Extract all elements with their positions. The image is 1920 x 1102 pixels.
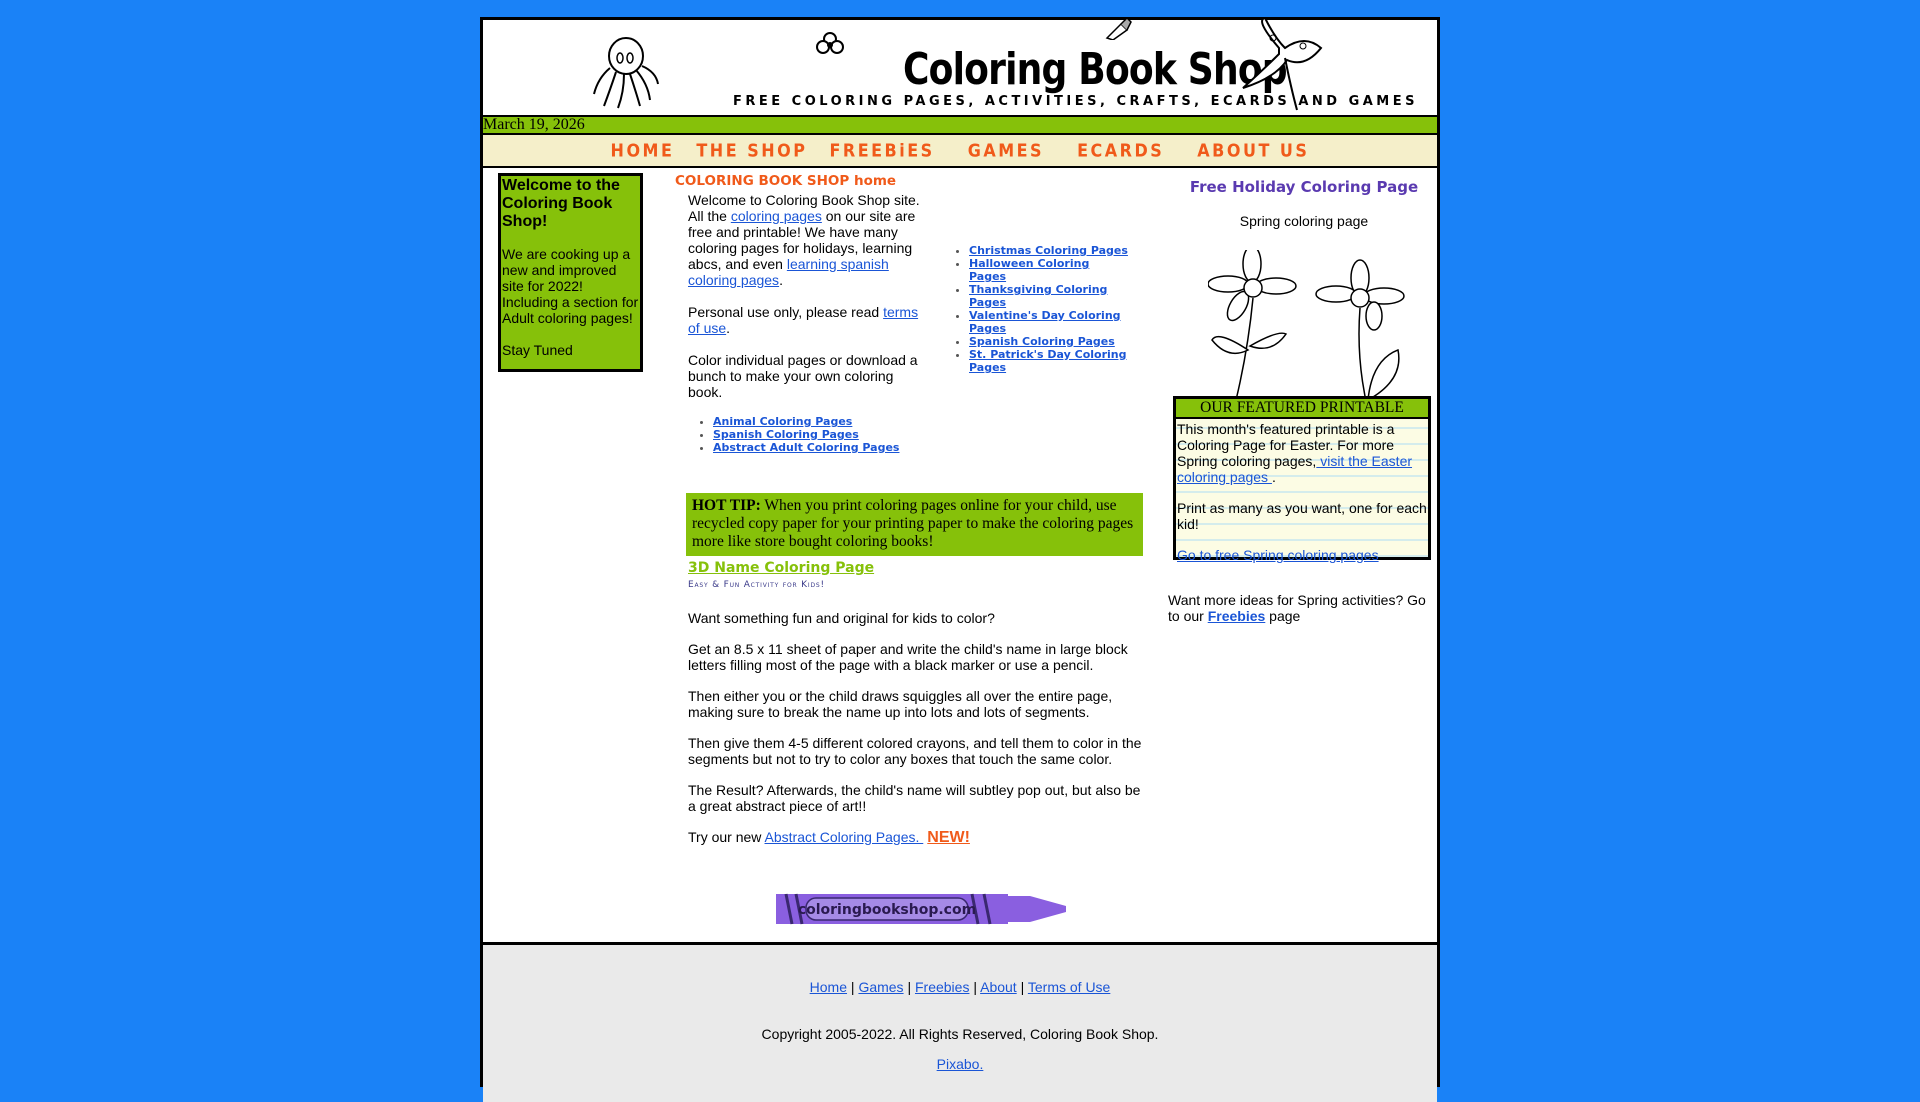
site-tagline: FREE COLORING PAGES, ACTIVITIES, CRAFTS, ECARDS AND GAMES <box>733 94 1418 109</box>
footer-home-link[interactable]: Home <box>809 979 848 995</box>
spanish-coloring-pages-link[interactable]: learning spanish coloring pages <box>688 256 889 288</box>
list-item <box>969 309 1129 335</box>
list-item <box>713 415 899 428</box>
terms-of-use-link[interactable]: terms of use <box>688 304 919 336</box>
more-ideas-prefix: Want more ideas for Spring activities? Go to our <box>1168 592 1426 624</box>
footer-games-link[interactable]: Games <box>858 979 904 995</box>
list-item <box>969 283 1129 309</box>
list-item <box>969 335 1129 348</box>
activity-paragraph: Want something fun and original for kids to color? <box>688 610 995 626</box>
footer-separator: | <box>907 979 912 995</box>
butterfly-illustration-icon <box>1235 18 1327 112</box>
animal-coloring-link[interactable]: Animal Coloring Pages <box>713 415 853 428</box>
flower-doodle-icon <box>815 30 845 58</box>
intro-text: Welcome to Coloring Book Shop site. All the <box>688 192 920 224</box>
list-item <box>969 348 1129 374</box>
intro-paragraph <box>688 192 928 288</box>
terms-text: Personal use only, please read <box>688 304 884 320</box>
nav-games[interactable]: GAMES <box>967 140 1045 161</box>
intro-text: on our site are free and printable! We have many coloring pages for holidays, learning abcs, and even <box>688 208 916 272</box>
list-item <box>969 257 1129 283</box>
activity-paragraph: The Result? Afterwards, the child's name will subtley pop out, but also be a great abstract piece of art!! <box>688 782 1141 814</box>
octopus-illustration-icon <box>590 34 662 110</box>
activity-subtitle: Easy & Fun Activity for Kids! <box>688 580 825 590</box>
spanish-coloring-link[interactable]: Spanish Coloring Pages <box>713 428 859 441</box>
pencil-doodle-icon <box>1103 16 1133 40</box>
spring-caption: Spring coloring page <box>1239 213 1369 229</box>
footer-separator: | <box>850 979 855 995</box>
hot-tip-text: When you print coloring pages online for your child, use recycled copy paper for your printing paper to make the coloring pages more like store bought coloring books! <box>692 497 1134 550</box>
footer-links <box>483 979 1437 995</box>
featured-heading: OUR FEATURED PRINTABLE <box>1176 399 1428 419</box>
footer-separator: | <box>1020 979 1025 995</box>
featured-text: This month's featured printable is a Coloring Page for Easter. For more Spring coloring pages, <box>1177 421 1395 469</box>
welcome-heading: Welcome to the Coloring Book Shop! <box>502 177 620 230</box>
nav-home[interactable]: HOME <box>610 140 675 161</box>
activity-instructions <box>688 610 1144 861</box>
list-item <box>969 244 1129 257</box>
activity-paragraph: Then either you or the child draws squiggles all over the entire page, making sure to break the name up into lots and lots of segments. <box>688 688 1113 720</box>
easter-coloring-pages-link[interactable]: visit the Easter coloring pages <box>1177 453 1413 485</box>
nav-ecards[interactable]: ECARDS <box>1077 140 1165 161</box>
category-links <box>673 415 899 454</box>
svg-text:coloringbookshop.com: coloringbookshop.com <box>797 902 977 918</box>
site-logo-title: Coloring Book Shop <box>903 44 1287 95</box>
intro-text: . <box>779 272 783 288</box>
try-new-paragraph <box>688 829 1144 846</box>
terms-text: . <box>726 320 731 336</box>
intro-section <box>688 192 928 416</box>
3d-name-coloring-link[interactable]: 3D Name Coloring Page <box>688 560 875 576</box>
list-item <box>713 428 899 441</box>
holiday-links <box>929 244 1129 374</box>
featured-text: . <box>1271 469 1276 485</box>
spring-flowers-image-icon[interactable] <box>1208 250 1408 415</box>
featured-printable-box <box>1173 396 1431 563</box>
footer-about-link[interactable]: About <box>980 979 1017 995</box>
spring-coloring-pages-link[interactable]: Go to free Spring coloring pages <box>1177 547 1379 563</box>
featured-body <box>1176 419 1428 565</box>
more-ideas-text <box>1168 592 1438 624</box>
activity-paragraph: Then give them 4-5 different colored crayons, and tell them to color in the segments but not to try to color any boxes that touch the same color. <box>688 735 1142 767</box>
new-badge: NEW! <box>927 829 970 846</box>
welcome-text: We are cooking up a new and improved site for 2022! Including a section for Adult coloring pages! <box>502 246 639 326</box>
activity-paragraph: Get an 8.5 x 11 sheet of paper and write the child's name in large block letters filling most of the page with a black marker or use a pencil. <box>688 641 1128 673</box>
holiday-coloring-title: Free Holiday Coloring Page <box>1189 178 1419 196</box>
copyright-text: Copyright 2005-2022. All Rights Reserved, Coloring Book Shop. <box>761 1026 1159 1042</box>
spanish-holiday-coloring-link[interactable]: Spanish Coloring Pages <box>969 335 1115 348</box>
credit-line <box>483 1056 1437 1072</box>
current-date: March 19, 2026 <box>483 115 1437 135</box>
halloween-coloring-link[interactable]: Halloween Coloring Pages <box>969 257 1090 283</box>
footer-terms-link[interactable]: Terms of Use <box>1027 979 1111 995</box>
try-new-text: Try our new <box>688 829 765 845</box>
abstract-coloring-pages-link[interactable]: Abstract Coloring Pages. <box>764 829 924 845</box>
list-item <box>713 441 899 454</box>
main-nav <box>483 135 1437 168</box>
thanksgiving-coloring-link[interactable]: Thanksgiving Coloring Pages <box>969 283 1108 309</box>
page-container <box>480 17 1440 1087</box>
crayon-logo-icon[interactable] <box>776 892 1066 926</box>
terms-paragraph <box>688 304 928 336</box>
footer-separator: | <box>973 979 977 995</box>
pixabo-link[interactable]: Pixabo. <box>936 1056 984 1072</box>
featured-paragraph <box>1177 421 1427 485</box>
download-paragraph: Color individual pages or download a bunch to make your own coloring book. <box>688 352 918 400</box>
nav-the-shop[interactable]: THE SHOP <box>696 140 808 161</box>
abstract-adult-coloring-link[interactable]: Abstract Adult Coloring Pages <box>713 441 900 454</box>
coloring-pages-link[interactable]: coloring pages <box>730 208 822 224</box>
freebies-link[interactable]: Freebies <box>1207 608 1266 624</box>
hot-tip-box <box>686 493 1143 556</box>
footer-freebies-link[interactable]: Freebies <box>914 979 970 995</box>
page-title: COLORING BOOK SHOP home <box>675 173 897 189</box>
site-header <box>483 20 1437 115</box>
christmas-coloring-link[interactable]: Christmas Coloring Pages <box>969 244 1128 257</box>
nav-freebies[interactable]: FREEBiES <box>829 140 935 161</box>
nav-about-us[interactable]: ABOUT US <box>1197 140 1310 161</box>
valentines-coloring-link[interactable]: Valentine's Day Coloring Pages <box>969 309 1121 335</box>
st-patricks-coloring-link[interactable]: St. Patrick's Day Coloring Pages <box>969 348 1127 374</box>
hot-tip-label: HOT TIP: <box>692 497 761 514</box>
more-ideas-suffix: page <box>1265 608 1301 624</box>
featured-paragraph: Print as many as you want, one for each kid! <box>1177 500 1427 532</box>
welcome-box <box>498 173 643 372</box>
stay-tuned-text: Stay Tuned <box>502 342 573 358</box>
site-footer <box>483 942 1437 1102</box>
